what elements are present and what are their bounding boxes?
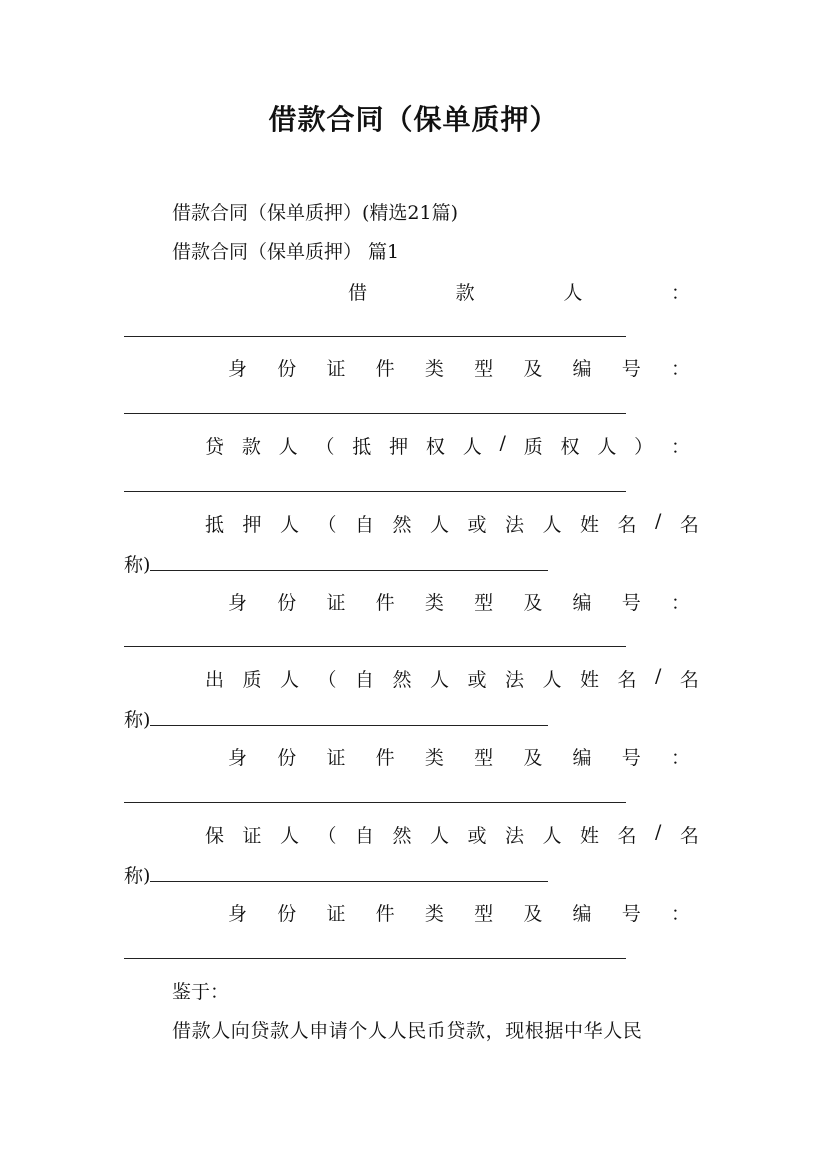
label-char: 及 xyxy=(523,747,543,769)
label-char: 或 xyxy=(467,669,487,691)
label-char: 然 xyxy=(392,669,412,691)
label-char: 类 xyxy=(424,358,444,380)
pledgor-suffix: 称) xyxy=(124,709,151,731)
guarantor-label xyxy=(205,821,699,848)
guarantor-id-blank[interactable] xyxy=(124,958,626,959)
mortgagor-label xyxy=(205,510,699,537)
label-char: 型 xyxy=(474,903,494,925)
label-char: ： xyxy=(670,592,690,614)
pledgor-blank[interactable] xyxy=(150,725,548,726)
label-char: ： xyxy=(670,358,690,380)
label-char: 人 xyxy=(280,669,300,691)
label-char: 类 xyxy=(424,592,444,614)
label-char: ： xyxy=(670,282,690,304)
label-char: ） xyxy=(634,436,654,458)
label-char: 人 xyxy=(278,436,298,458)
label-char: 人 xyxy=(597,436,617,458)
whereas-label: 鉴于： xyxy=(172,981,230,1003)
label-char: / xyxy=(655,665,662,687)
label-char: 编 xyxy=(572,358,592,380)
mortgagor-id-label xyxy=(228,588,690,615)
label-char: / xyxy=(499,432,506,454)
label-char: 证 xyxy=(326,358,346,380)
label-char: 然 xyxy=(392,514,412,536)
label-char: 件 xyxy=(375,358,395,380)
borrower-id-blank[interactable] xyxy=(124,413,626,414)
label-char: 份 xyxy=(277,592,297,614)
borrower-blank[interactable] xyxy=(124,336,626,337)
label-char: 人 xyxy=(280,514,300,536)
borrower-label xyxy=(348,278,690,305)
label-char: 贷 xyxy=(205,436,225,458)
label-char: / xyxy=(655,821,662,843)
document-subtitle: 借款合同（保单质押）(精选21篇) xyxy=(172,202,459,224)
label-char: 自 xyxy=(355,514,375,536)
label-char: 编 xyxy=(572,747,592,769)
label-char: 出 xyxy=(205,669,225,691)
label-char: 名 xyxy=(679,669,699,691)
label-char: 编 xyxy=(572,903,592,925)
body-paragraph: 借款人向贷款人申请个人人民币贷款，现根据中华人民 xyxy=(172,1020,643,1042)
label-char: / xyxy=(655,510,662,532)
label-char: 或 xyxy=(467,825,487,847)
label-char: 及 xyxy=(523,592,543,614)
label-char: 人 xyxy=(462,436,482,458)
label-char: ： xyxy=(670,903,690,925)
label-char: ： xyxy=(670,747,690,769)
label-char: 人 xyxy=(430,514,450,536)
label-char: 人 xyxy=(430,825,450,847)
label-char: 名 xyxy=(679,825,699,847)
borrower-id-label xyxy=(228,354,690,381)
label-char: 姓 xyxy=(580,825,600,847)
label-char: 自 xyxy=(355,669,375,691)
label-char: 件 xyxy=(375,592,395,614)
label-char: 或 xyxy=(467,514,487,536)
label-char: 人 xyxy=(430,669,450,691)
label-char: ： xyxy=(670,436,690,458)
label-char: 号 xyxy=(621,747,641,769)
label-char: 身 xyxy=(228,358,248,380)
label-char: 型 xyxy=(474,747,494,769)
mortgagor-name-line xyxy=(124,550,548,577)
label-char: 证 xyxy=(326,592,346,614)
label-char: 质 xyxy=(242,669,262,691)
label-char: 权 xyxy=(560,436,580,458)
label-char: 款 xyxy=(455,282,475,304)
label-char: 人 xyxy=(280,825,300,847)
label-char: 身 xyxy=(228,592,248,614)
label-char: 法 xyxy=(505,825,525,847)
guarantor-suffix: 称) xyxy=(124,865,151,887)
section-heading: 借款合同（保单质押） 篇1 xyxy=(172,241,400,263)
label-char: 号 xyxy=(621,903,641,925)
label-char: （ xyxy=(317,825,337,847)
label-char: 及 xyxy=(523,358,543,380)
label-char: 证 xyxy=(326,903,346,925)
label-char: 质 xyxy=(523,436,543,458)
mortgagor-suffix: 称) xyxy=(124,554,151,576)
lender-blank[interactable] xyxy=(124,491,626,492)
label-char: 人 xyxy=(542,514,562,536)
label-char: 姓 xyxy=(580,669,600,691)
label-char: 编 xyxy=(572,592,592,614)
label-char: 型 xyxy=(474,592,494,614)
label-char: 证 xyxy=(242,825,262,847)
lender-label xyxy=(205,432,690,459)
label-char: 押 xyxy=(242,514,262,536)
label-char: （ xyxy=(317,669,337,691)
label-char: 权 xyxy=(425,436,445,458)
mortgagor-id-blank[interactable] xyxy=(124,646,626,647)
label-char: 保 xyxy=(205,825,225,847)
label-char: 证 xyxy=(326,747,346,769)
label-char: 号 xyxy=(621,358,641,380)
label-char: 份 xyxy=(277,903,297,925)
label-char: 法 xyxy=(505,669,525,691)
label-char: 身 xyxy=(228,903,248,925)
label-char: 份 xyxy=(277,358,297,380)
label-char: 自 xyxy=(355,825,375,847)
label-char: 姓 xyxy=(580,514,600,536)
label-char: 件 xyxy=(375,903,395,925)
label-char: 号 xyxy=(621,592,641,614)
label-char: 押 xyxy=(389,436,409,458)
label-char: 类 xyxy=(424,903,444,925)
label-char: 人 xyxy=(542,825,562,847)
document-title: 借款合同（保单质押） xyxy=(268,103,559,136)
label-char: 及 xyxy=(523,903,543,925)
guarantor-name-line xyxy=(124,861,548,888)
pledgor-id-blank[interactable] xyxy=(124,802,626,803)
label-char: 件 xyxy=(375,747,395,769)
pledgor-label xyxy=(205,665,699,692)
label-char: 抵 xyxy=(352,436,372,458)
label-char: 份 xyxy=(277,747,297,769)
pledgor-id-label xyxy=(228,743,690,770)
label-char: 型 xyxy=(474,358,494,380)
label-char: 抵 xyxy=(205,514,225,536)
label-char: 名 xyxy=(617,669,637,691)
label-char: 类 xyxy=(424,747,444,769)
guarantor-id-label xyxy=(228,899,690,926)
pledgor-name-line xyxy=(124,705,548,732)
label-char: 名 xyxy=(617,825,637,847)
label-char: 名 xyxy=(679,514,699,536)
label-char: 借 xyxy=(348,282,368,304)
label-char: （ xyxy=(315,436,335,458)
label-char: 名 xyxy=(617,514,637,536)
label-char: 身 xyxy=(228,747,248,769)
label-char: 法 xyxy=(505,514,525,536)
label-char: 人 xyxy=(542,669,562,691)
label-char: （ xyxy=(317,514,337,536)
guarantor-blank[interactable] xyxy=(150,881,548,882)
label-char: 然 xyxy=(392,825,412,847)
label-char: 款 xyxy=(241,436,261,458)
label-char: 人 xyxy=(563,282,583,304)
mortgagor-blank[interactable] xyxy=(150,570,548,571)
